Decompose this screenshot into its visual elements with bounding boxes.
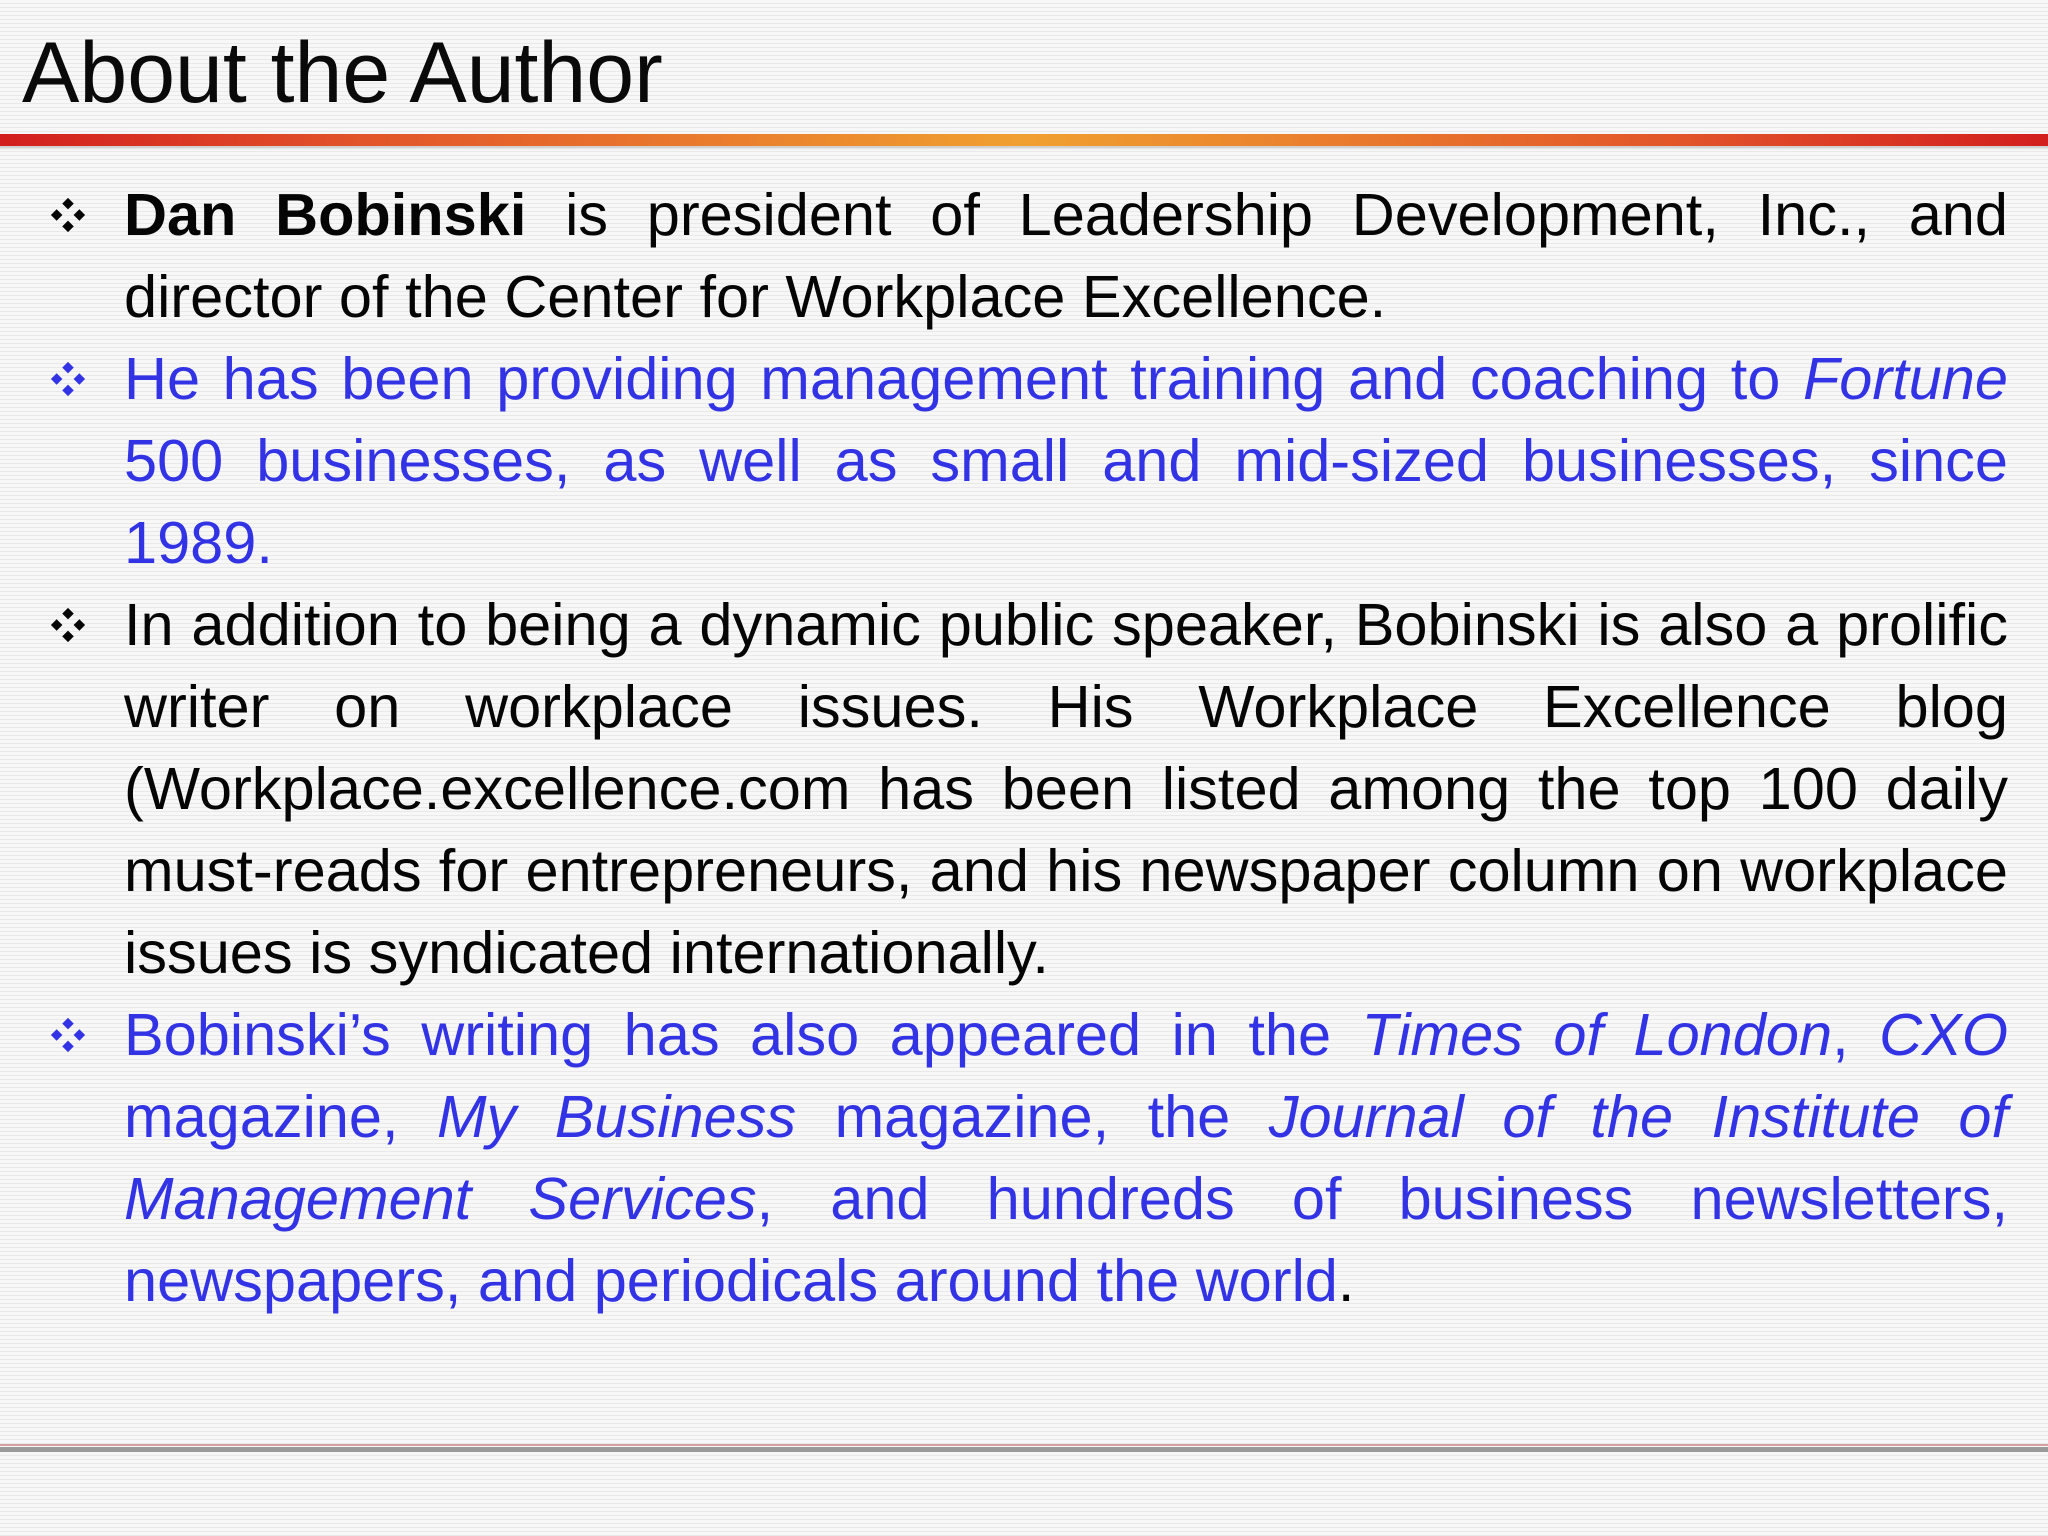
bullet-2-text-b: 500 businesses, as well as small and mid-sized businesses, since 1989. <box>124 427 2008 576</box>
four-diamond-star-icon <box>50 1017 86 1053</box>
bullet-1-text: is president of Leadership Development, Inc., and director of the Center for Workplace Excellence. <box>124 181 2008 330</box>
bullet-4-text-c: magazine, the <box>796 1083 1269 1150</box>
bullet-4-period: . <box>1337 1247 1355 1314</box>
slide-title: About the Author <box>22 25 663 121</box>
bullet-4-separator: , <box>1832 1001 1880 1068</box>
publication-fortune: Fortune <box>1802 345 2008 412</box>
title-underline <box>0 134 2048 146</box>
author-name: Dan Bobinski <box>124 181 527 248</box>
title-underline-shadow <box>0 146 2048 150</box>
bullet-list <box>50 174 2008 1322</box>
publication-times-of-london: Times of London <box>1361 1001 1833 1068</box>
four-diamond-star-icon <box>50 607 86 643</box>
bullet-item-1 <box>50 174 2008 338</box>
bullet-item-4 <box>50 994 2008 1322</box>
publication-journal-ims: Journal of the Institute of Management Services <box>124 1083 2008 1232</box>
bullet-3-text: In addition to being a dynamic public speaker, Bobinski is also a prolific writer on workplace issues. His Workplace Excellence blog (Workplace.excellence.com has been listed among the top 100 daily must-reads for entrepreneurs, and his newspaper column on workplace issues is syndicated internationally. <box>124 591 2008 986</box>
footer-rule-accent <box>0 1444 2048 1446</box>
footer-rule <box>0 1447 2048 1452</box>
bullet-2-text-a: He has been providing management training and coaching to <box>124 345 1803 412</box>
bullet-4-text-d: , and hundreds of business newsletters, newspapers, and periodicals around the world <box>124 1165 2009 1314</box>
bullet-4-text-a: Bobinski’s writing has also appeared in the <box>124 1001 1362 1068</box>
four-diamond-star-icon <box>50 197 86 233</box>
bullet-item-3 <box>50 584 2008 994</box>
bullet-4-text-b: magazine, <box>124 1083 437 1150</box>
four-diamond-star-icon <box>50 361 86 397</box>
publication-cxo: CXO <box>1879 1001 2008 1068</box>
bullet-item-2 <box>50 338 2008 584</box>
publication-my-business: My Business <box>436 1083 797 1150</box>
